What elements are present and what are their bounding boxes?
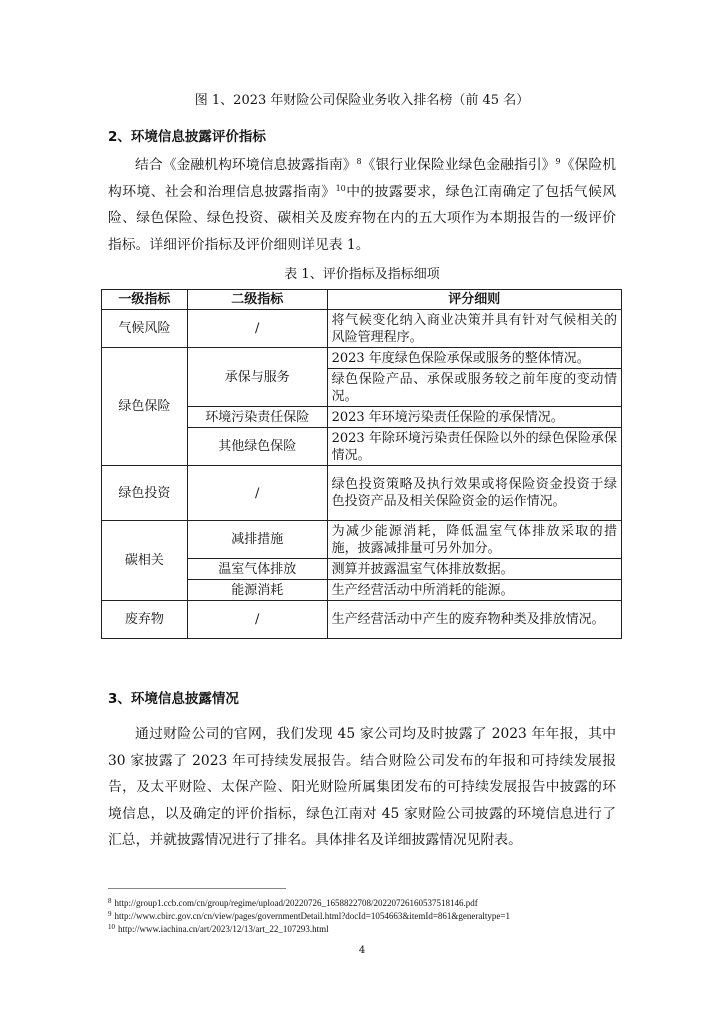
figure-caption: 图 1、2023 年财险公司保险业务收入排名榜（前 45 名） bbox=[194, 93, 530, 108]
footnote-10 bbox=[108, 923, 329, 936]
level2-cell: 其他绿色保险 bbox=[187, 428, 327, 466]
para-text-3: 《保险机构环境、社会和治理信息披露指南》 bbox=[108, 157, 617, 200]
para-text-4: 中的披露要求，绿色江南确定了包括气候风险、绿色保险、绿色投资、碳相关及废弃物在内的五大项作为本期报告的一级评价指标。详细评价指标及评价细则详见表 1。 bbox=[108, 183, 617, 253]
footnote-number: 9 bbox=[108, 910, 112, 918]
level2-cell: 减排措施 bbox=[187, 521, 327, 559]
footnote-8 bbox=[108, 897, 478, 910]
level1-cell: 废弃物 bbox=[102, 601, 188, 639]
table-row bbox=[102, 348, 622, 369]
header-level2: 二级指标 bbox=[187, 290, 327, 310]
section-3-heading: 3、环境信息披露情况 bbox=[108, 691, 239, 707]
footnote-ref-10: 10 bbox=[335, 183, 346, 193]
level2-cell: 温室气体排放 bbox=[187, 559, 327, 580]
page-number: 4 bbox=[358, 945, 366, 956]
detail-cell: 将气候变化纳入商业决策并具有针对气候相关的风险管理程序。 bbox=[327, 310, 621, 348]
detail-cell: 2023 年度绿色保险承保或服务的整体情况。 bbox=[327, 348, 621, 369]
section-2-paragraph bbox=[108, 152, 616, 258]
footnote-9 bbox=[108, 910, 510, 923]
detail-cell: 生产经营活动中所消耗的能源。 bbox=[327, 580, 621, 601]
level1-cell: 绿色保险 bbox=[102, 348, 188, 466]
para-text-2: 《银行业保险业绿色金融指引》 bbox=[361, 157, 556, 173]
table-row bbox=[102, 310, 622, 348]
level2-cell: 能源消耗 bbox=[187, 580, 327, 601]
detail-cell: 2023 年除环境污染责任保险以外的绿色保险承保情况。 bbox=[327, 428, 621, 466]
table-header-row bbox=[102, 290, 622, 310]
section-2-heading: 2、环境信息披露评价指标 bbox=[108, 129, 266, 145]
level2-cell: / bbox=[187, 310, 327, 348]
footnote-number: 8 bbox=[108, 897, 112, 905]
footnote-ref-8: 8 bbox=[356, 157, 362, 166]
detail-cell: 绿色保险产品、承保或服务较之前年度的变动情况。 bbox=[327, 369, 621, 407]
detail-cell: 测算并披露温室气体排放数据。 bbox=[327, 559, 621, 580]
detail-cell: 为减少能源消耗，降低温室气体排放采取的措施，披露减排量可另外加分。 bbox=[327, 521, 621, 559]
footnote-ref-9: 9 bbox=[555, 157, 561, 166]
evaluation-table bbox=[101, 289, 622, 639]
footnote-divider bbox=[108, 888, 286, 889]
level1-cell: 碳相关 bbox=[102, 521, 188, 601]
para-text-1: 结合《金融机构环境信息披露指南》 bbox=[135, 157, 357, 173]
section-3-paragraph: 通过财险公司的官网，我们发现 45 家公司均及时披露了 2023 年年报，其中 30 家披露了 2023 年可持续发展报告。结合财险公司发布的年报和可持续发展报告，及太平财险、太保产险、阳光财险所属集团发布的可持续发展报告中披露的环境信息，以及确定的评价指标，绿色江南对 45 家财险公司披露的环境信息进行了汇总，并就披露情况进行了排名。具体排名及详细披露情况见附表。 bbox=[108, 726, 616, 848]
detail-cell: 2023 年环境污染责任保险的承保情况。 bbox=[327, 407, 621, 428]
table-row bbox=[102, 601, 622, 639]
level2-cell: 环境污染责任保险 bbox=[187, 407, 327, 428]
level2-cell: / bbox=[187, 601, 327, 639]
table-caption: 表 1、评价指标及指标细项 bbox=[284, 267, 440, 282]
header-level1: 一级指标 bbox=[102, 290, 188, 310]
footnote-number: 10 bbox=[108, 923, 115, 931]
level1-cell: 气候风险 bbox=[102, 310, 188, 348]
footnote-url[interactable]: http://www.iachina.cn/art/2023/12/13/art_22_107293.html bbox=[118, 924, 329, 934]
level2-cell: 承保与服务 bbox=[187, 348, 327, 407]
detail-cell: 生产经营活动中产生的废弃物种类及排放情况。 bbox=[327, 601, 621, 639]
footnote-url[interactable]: http://www.cbirc.gov.cn/cn/view/pages/governmentDetail.html?docId=1054663&itemId=861&generaltype=1 bbox=[114, 911, 510, 921]
level1-cell: 绿色投资 bbox=[102, 466, 188, 521]
detail-cell: 绿色投资策略及执行效果或将保险资金投资于绿色投资产品及相关保险资金的运作情况。 bbox=[327, 466, 621, 521]
table-row bbox=[102, 521, 622, 559]
header-detail: 评分细则 bbox=[327, 290, 621, 310]
table-row bbox=[102, 466, 622, 521]
footnote-url[interactable]: http://group1.ccb.com/cn/group/regime/upload/20220726_1658822708/20220726160537518146.pdf bbox=[114, 898, 478, 908]
level2-cell: / bbox=[187, 466, 327, 521]
